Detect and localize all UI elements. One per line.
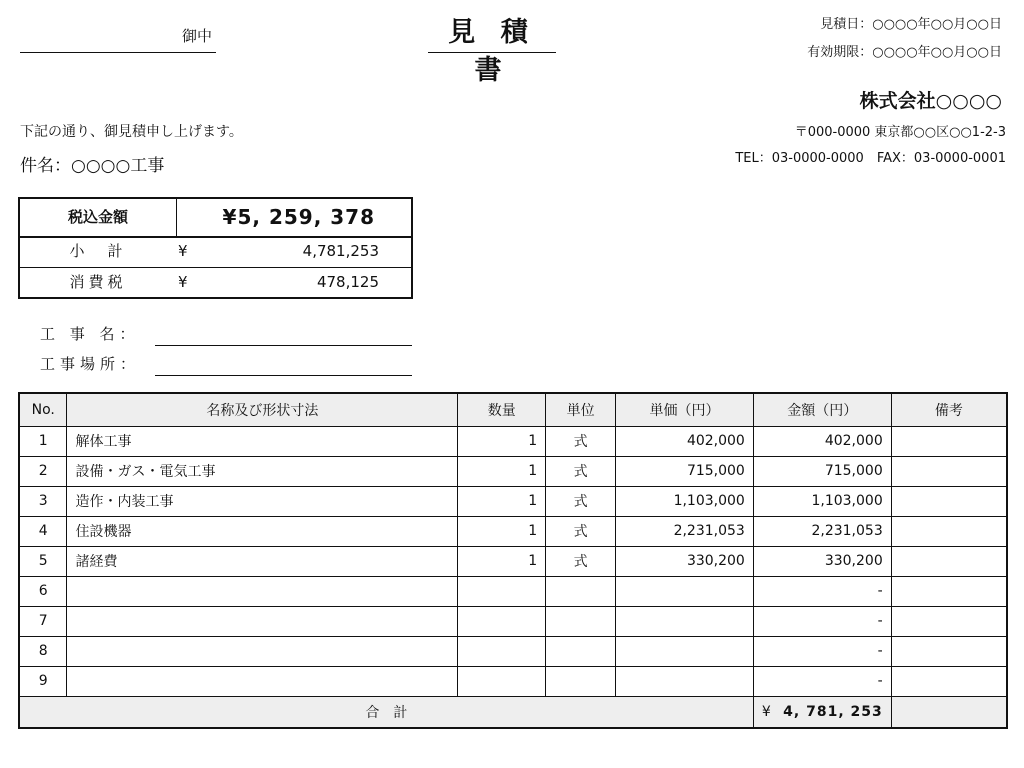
cell-no: 2	[19, 456, 67, 486]
cell-qty: 1	[458, 486, 546, 516]
cell-unit: 式	[546, 516, 616, 546]
cell-no: 1	[19, 426, 67, 456]
cell-qty	[458, 636, 546, 666]
table-row	[19, 516, 1007, 546]
tax-yen: ¥	[178, 273, 188, 291]
company-name: 株式会社○○○○	[859, 90, 1002, 112]
cell-no: 4	[19, 516, 67, 546]
cell-amount: 2,231,053	[753, 516, 891, 546]
table-row	[19, 546, 1007, 576]
total-row-label: 合 計	[19, 696, 753, 728]
cell-no: 6	[19, 576, 67, 606]
recipient-suffix: 御中	[181, 27, 212, 45]
valid-until: 有効期限：○○○○年○○月○○日	[807, 45, 1002, 60]
cell-unit-price	[616, 576, 754, 606]
cell-unit-price: 1,103,000	[616, 486, 754, 516]
work-place-label: 工事場所：	[40, 355, 141, 373]
cell-no: 3	[19, 486, 67, 516]
total-row-amount	[753, 696, 891, 728]
cell-qty: 1	[458, 546, 546, 576]
cell-qty: 1	[458, 516, 546, 546]
table-row	[19, 426, 1007, 456]
work-place-line	[155, 375, 412, 376]
cell-unit-price: 715,000	[616, 456, 754, 486]
table-row	[19, 456, 1007, 486]
cell-unit-price: 2,231,053	[616, 516, 754, 546]
cell-name	[67, 636, 458, 666]
cell-unit: 式	[546, 456, 616, 486]
total-row-value: 4, 781, 253	[783, 703, 883, 720]
header-no: No.	[19, 393, 67, 426]
cell-unit	[546, 666, 616, 696]
summary-subtotal-row	[20, 236, 411, 268]
cell-amount: 402,000	[753, 426, 891, 456]
cell-amount: -	[753, 576, 891, 606]
cell-unit-price	[616, 666, 754, 696]
work-name-field[interactable]	[40, 322, 412, 346]
company-address: 〒000-0000 東京都○○区○○1-2-3	[794, 125, 1006, 140]
estimate-date: 見積日：○○○○年○○月○○日	[820, 17, 1002, 32]
table-row	[19, 666, 1007, 696]
cell-notes	[891, 666, 1007, 696]
cell-qty: 1	[458, 426, 546, 456]
cell-unit: 式	[546, 486, 616, 516]
total-row-notes	[891, 696, 1007, 728]
table-row	[19, 486, 1007, 516]
cell-amount: -	[753, 636, 891, 666]
cell-notes	[891, 516, 1007, 546]
cell-notes	[891, 606, 1007, 636]
header-amount: 金額（円）	[753, 393, 891, 426]
cell-notes	[891, 426, 1007, 456]
cell-no: 7	[19, 606, 67, 636]
cell-amount: -	[753, 666, 891, 696]
table-header-row	[19, 393, 1007, 426]
cell-no: 9	[19, 666, 67, 696]
cell-notes	[891, 636, 1007, 666]
total-row-yen: ¥	[761, 703, 771, 720]
subtotal-yen: ¥	[178, 242, 188, 260]
subtotal-value: 4,781,253	[302, 242, 379, 260]
recipient-field	[20, 22, 216, 53]
cell-unit	[546, 576, 616, 606]
tax-label: 消費税	[69, 273, 127, 291]
header-qty: 数量	[458, 393, 546, 426]
cell-name: 住設機器	[67, 516, 458, 546]
total-value: ¥5, 259, 378	[222, 205, 375, 229]
cell-amount: 1,103,000	[753, 486, 891, 516]
table-row	[19, 576, 1007, 606]
cell-qty	[458, 576, 546, 606]
company-contact: TEL：03-0000-0000 FAX：03-0000-0001	[735, 151, 1006, 166]
cell-no: 5	[19, 546, 67, 576]
table-row	[19, 606, 1007, 636]
document-title: 見 積 書	[428, 14, 556, 53]
cell-unit-price: 330,200	[616, 546, 754, 576]
cell-unit	[546, 636, 616, 666]
cell-unit-price: 402,000	[616, 426, 754, 456]
header-notes: 備考	[891, 393, 1007, 426]
table-total-row	[19, 696, 1007, 728]
cell-notes	[891, 486, 1007, 516]
cell-no: 8	[19, 636, 67, 666]
cell-unit: 式	[546, 546, 616, 576]
cell-name: 造作・内装工事	[67, 486, 458, 516]
cell-name: 解体工事	[67, 426, 458, 456]
cell-qty: 1	[458, 456, 546, 486]
subject-line: 件名：○○○○工事	[20, 156, 165, 176]
cell-name	[67, 606, 458, 636]
cell-qty	[458, 606, 546, 636]
cell-qty	[458, 666, 546, 696]
total-label: 税込金額	[20, 199, 177, 236]
cell-amount: 715,000	[753, 456, 891, 486]
work-name-label: 工 事 名：	[40, 325, 140, 343]
header-unit-price: 単価（円）	[616, 393, 754, 426]
work-name-line	[155, 345, 412, 346]
cell-unit-price	[616, 606, 754, 636]
cell-unit: 式	[546, 426, 616, 456]
header-name: 名称及び形状寸法	[67, 393, 458, 426]
cell-amount: -	[753, 606, 891, 636]
cell-name: 設備・ガス・電気工事	[67, 456, 458, 486]
cell-amount: 330,200	[753, 546, 891, 576]
summary-tax-row	[20, 267, 411, 298]
cell-notes	[891, 576, 1007, 606]
cell-notes	[891, 546, 1007, 576]
work-place-field[interactable]	[40, 352, 412, 376]
cell-unit-price	[616, 636, 754, 666]
summary-box	[18, 197, 413, 299]
tax-value: 478,125	[316, 273, 379, 291]
cell-unit	[546, 606, 616, 636]
intro-text: 下記の通り、御見積申し上げます。	[20, 124, 243, 140]
cell-name	[67, 576, 458, 606]
table-row	[19, 636, 1007, 666]
cell-name	[67, 666, 458, 696]
subtotal-label: 小 計	[69, 242, 127, 260]
header-unit: 単位	[546, 393, 616, 426]
summary-total-row	[20, 199, 411, 238]
cell-notes	[891, 456, 1007, 486]
items-table	[18, 392, 1008, 729]
cell-name: 諸経費	[67, 546, 458, 576]
